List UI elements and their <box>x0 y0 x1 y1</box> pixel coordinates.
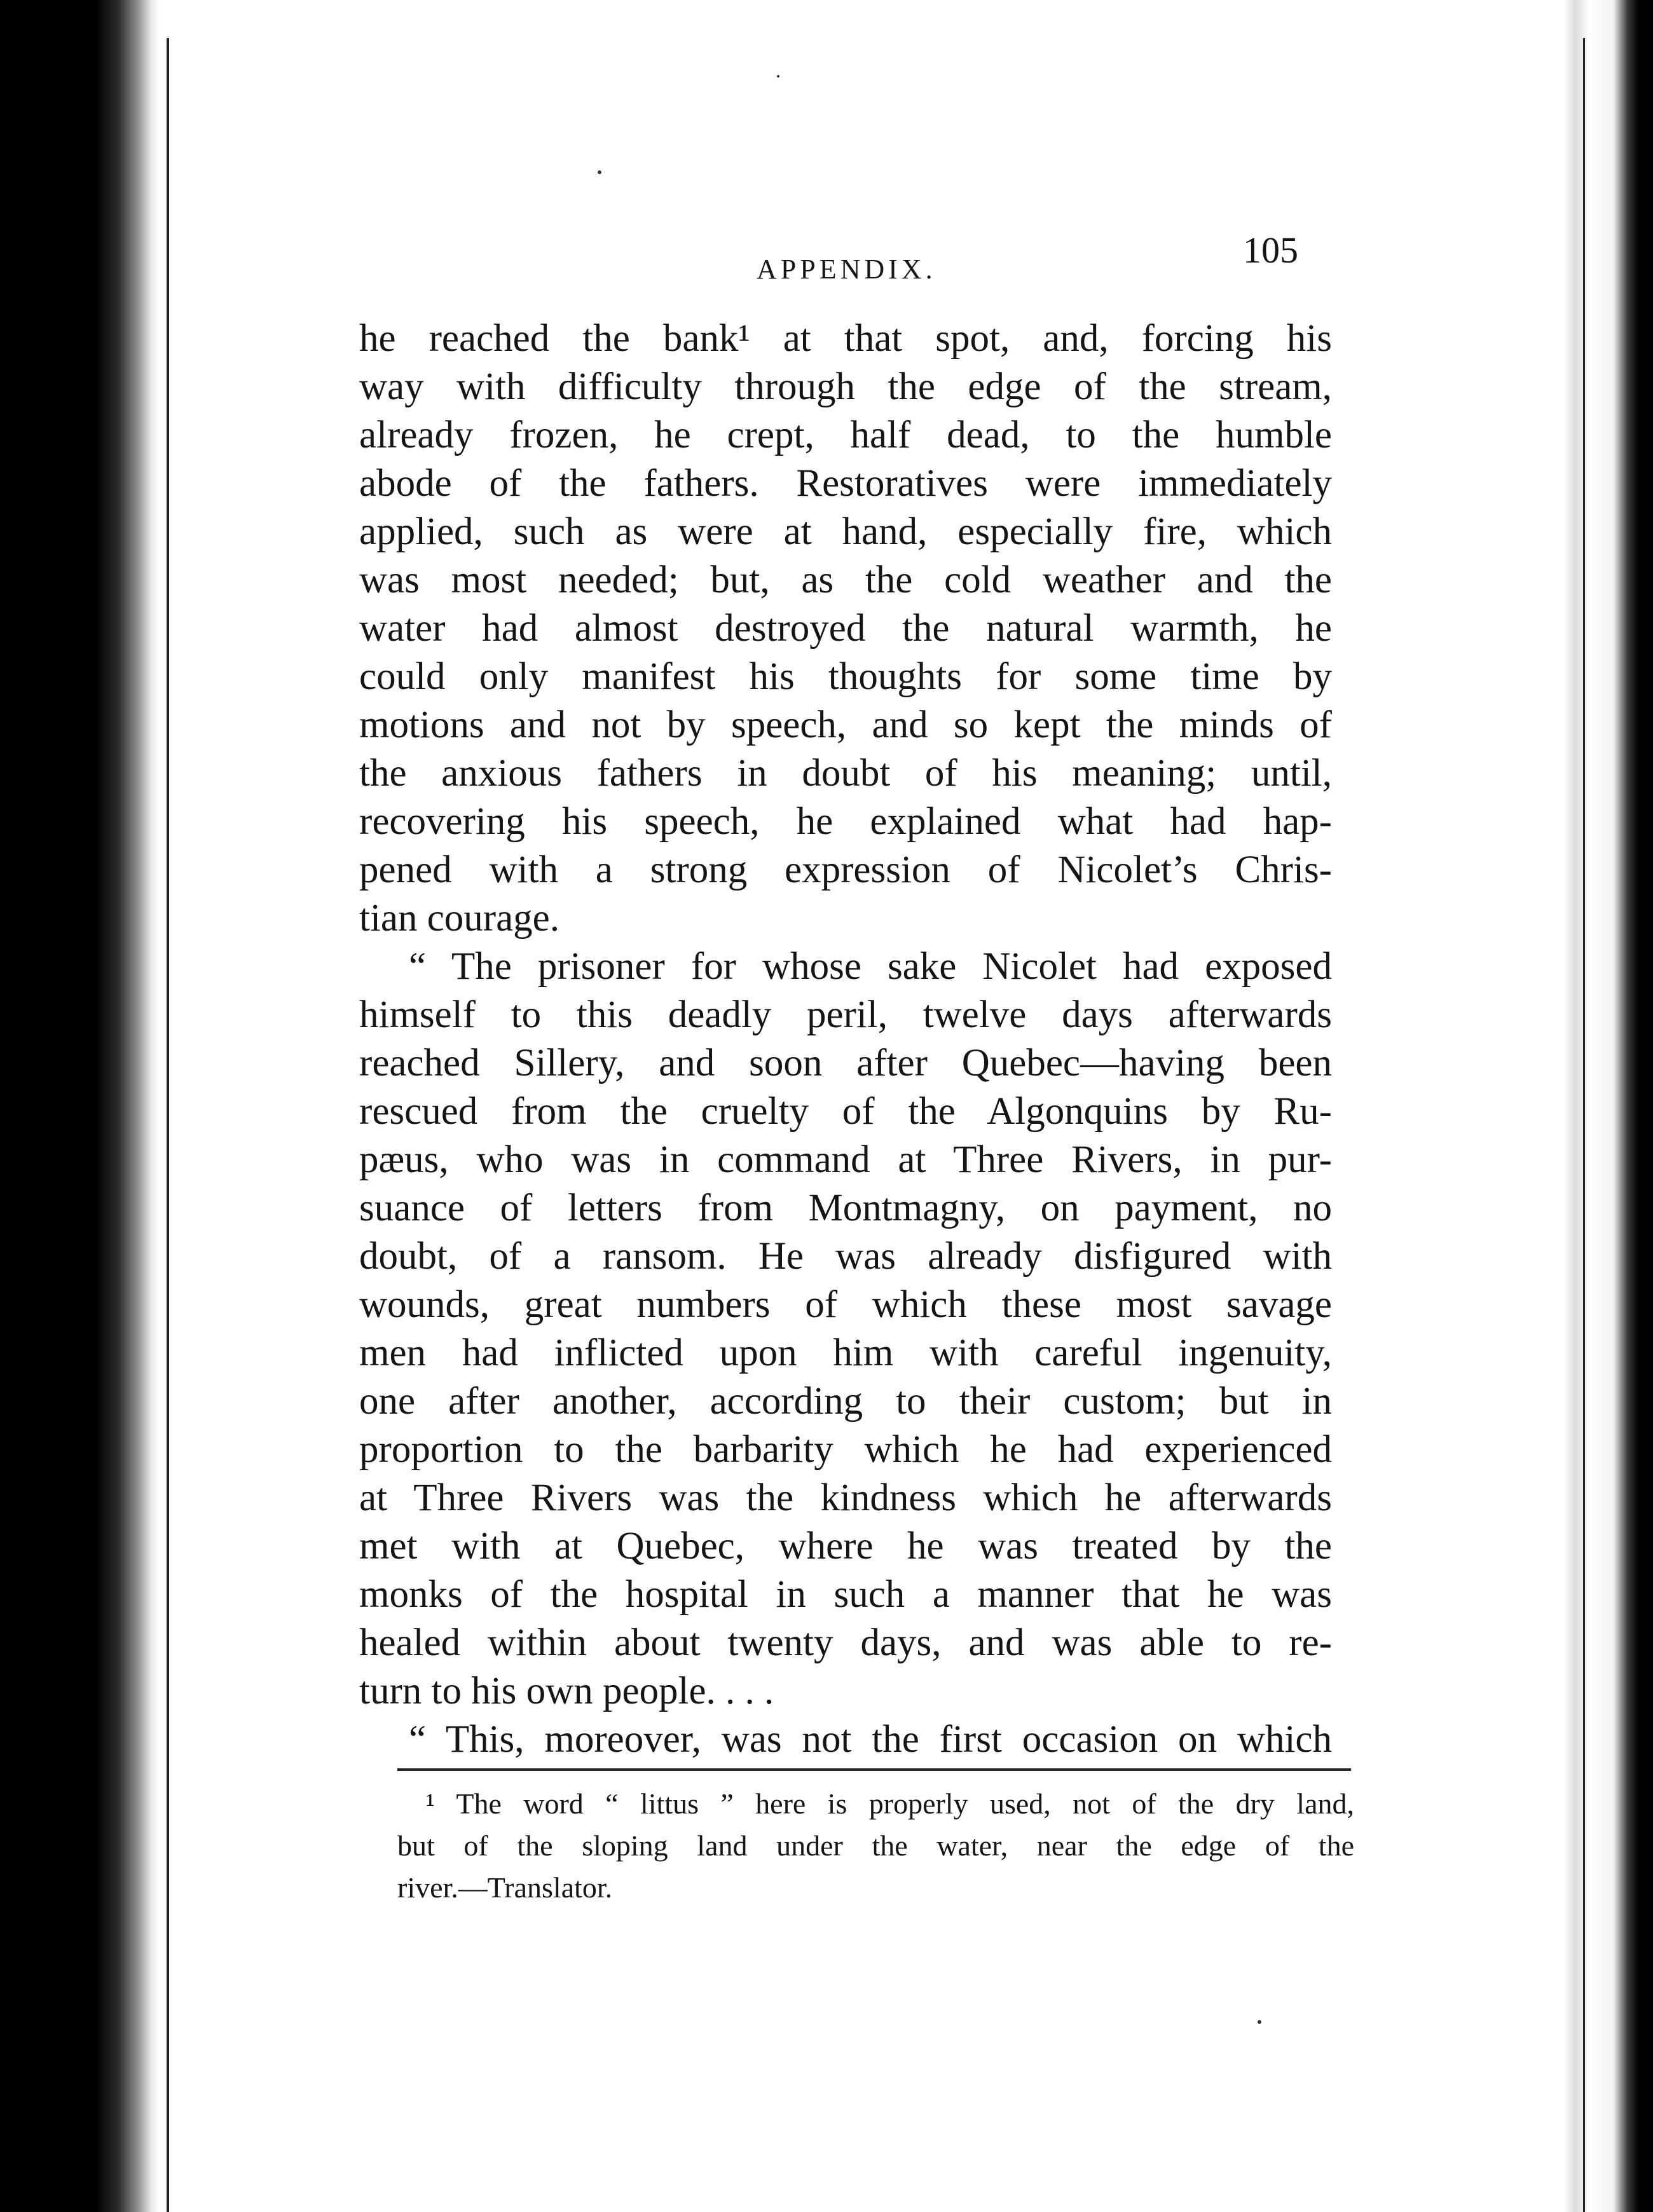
text-line: pened with a strong expression of Nicolet’s Chris- <box>359 849 1332 891</box>
page-header <box>356 229 1310 292</box>
text-line: “ The prisoner for whose sake Nicolet had exposed <box>409 945 1332 988</box>
text-line: wounds, great numbers of which these most savage <box>359 1283 1332 1326</box>
text-line: monks of the hospital in such a manner that he was <box>359 1573 1332 1616</box>
text-line: men had inflicted upon him with careful ingenuity, <box>359 1332 1332 1374</box>
text-line: motions and not by speech, and so kept the minds of <box>359 704 1332 746</box>
text-line: reached Sillery, and soon after Quebec—having been <box>359 1042 1332 1084</box>
text-line: doubt, of a ransom. He was already disfigured with <box>359 1235 1332 1278</box>
footnote-rule <box>397 1768 1351 1771</box>
text-line: he reached the bank¹ at that spot, and, forcing his <box>359 317 1332 360</box>
gutter-line <box>167 38 169 2212</box>
text-line: suance of letters from Montmagny, on payment, no <box>359 1187 1332 1229</box>
text-line: “ This, moreover, was not the first occasion on which <box>409 1718 1332 1761</box>
text-line: already frozen, he crept, half dead, to the humble <box>359 414 1332 456</box>
running-head: APPENDIX. <box>757 254 936 285</box>
footnote-line: ¹ The word “ littus ” here is properly used, not of the dry land, <box>426 1787 1354 1820</box>
text-line: at Three Rivers was the kindness which he afterwards <box>359 1477 1332 1519</box>
text-line: was most needed; but, as the cold weather and the <box>359 559 1332 601</box>
text-line: abode of the fathers. Restoratives were immediately <box>359 462 1332 505</box>
text-line: one after another, according to their custom; but in <box>359 1380 1332 1423</box>
text-line: pæus, who was in command at Three Rivers, in pur- <box>359 1138 1332 1181</box>
scan-speck <box>598 170 601 174</box>
text-line: applied, such as were at hand, especially fire, which <box>359 510 1332 553</box>
text-line: recovering his speech, he explained what had hap- <box>359 800 1332 843</box>
text-line: way with difficulty through the edge of the stream, <box>359 365 1332 408</box>
footnotes <box>397 1783 1354 1909</box>
text-line: turn to his own people. . . . <box>359 1670 774 1712</box>
text-line: tian courage. <box>359 897 560 939</box>
text-line: met with at Quebec, where he was treated by the <box>359 1525 1332 1567</box>
body-text <box>359 315 1332 1764</box>
page-number: 105 <box>1243 229 1298 271</box>
scan-speck <box>1258 2020 1261 2024</box>
fore-edge-line <box>1583 38 1585 2212</box>
text-line: could only manifest his thoughts for some time by <box>359 655 1332 698</box>
text-line: himself to this deadly peril, twelve days afterwards <box>359 993 1332 1036</box>
right-page-edge <box>1564 0 1653 2212</box>
left-page-edge <box>0 0 159 2212</box>
text-line: water had almost destroyed the natural warmth, he <box>359 607 1332 650</box>
text-line: healed within about twenty days, and was able to re- <box>359 1621 1332 1664</box>
text-line: rescued from the cruelty of the Algonquins by Ru- <box>359 1090 1332 1133</box>
footnote-line: but of the sloping land under the water, near the edge of the <box>397 1829 1354 1862</box>
text-line: proportion to the barbarity which he had experienced <box>359 1428 1332 1471</box>
text-line: the anxious fathers in doubt of his meaning; until, <box>359 752 1332 795</box>
scan-speck <box>777 75 779 78</box>
footnote-line: river.—Translator. <box>397 1871 613 1904</box>
